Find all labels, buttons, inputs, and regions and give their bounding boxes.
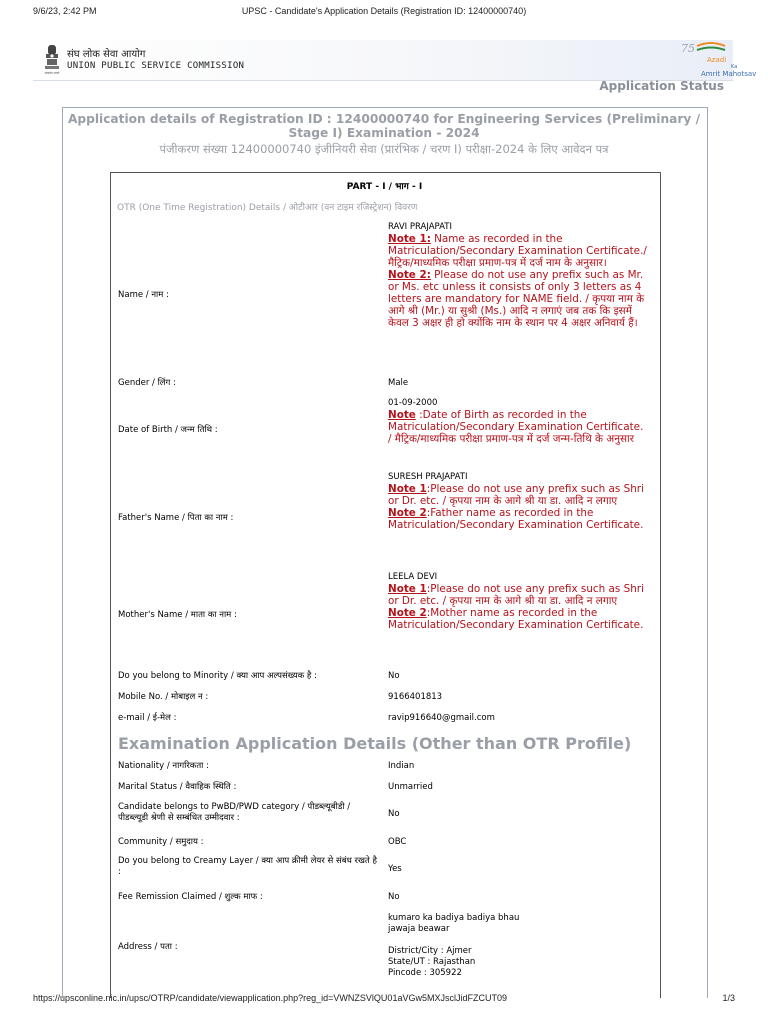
- national-emblem-icon: [43, 43, 61, 75]
- email-label: e-mail / ई-मेल :: [118, 713, 177, 723]
- svg-text:Azadi: Azadi: [707, 56, 727, 64]
- print-page-title: UPSC - Candidate's Application Details (Registration ID: 12400000740): [241, 6, 527, 16]
- fee-remission-value: No: [388, 892, 400, 902]
- mother-note-2: Note 2:Mother name as recorded in the Matriculation/Secondary Examination Certificate.: [388, 607, 644, 631]
- address-pincode: Pincode : 305922: [388, 968, 462, 978]
- minority-value: No: [388, 671, 400, 681]
- mobile-value: 9166401813: [388, 692, 443, 702]
- application-title-english: Application details of Registration ID : 12400000740 for Engineering Services (Preliminary / Stage I) Examination - 2024: [67, 112, 701, 140]
- name-note-1: Note 1: Name as recorded in the Matriculation/Secondary Examination Certificate./ मैट्रिक/माध्यमिक परीक्षा प्रमाण-पत्र में दर्ज नाम के अनुसार।: [388, 233, 647, 269]
- fee-remission-label: Fee Remission Claimed / शुल्क माफ :: [118, 892, 263, 902]
- otr-section-heading: OTR (One Time Registration) Details / ओटीआर (वन टाइम रजिस्ट्रेशन) विवरण: [117, 203, 418, 213]
- print-footer: [0, 993, 768, 1007]
- creamy-layer-value: Yes: [388, 864, 402, 874]
- mobile-label: Mobile No. / मोबाइल न :: [118, 692, 209, 702]
- name-value-block: [388, 222, 650, 329]
- print-url: https://upsconline.nic.in/upsc/OTRP/candidate/viewapplication.php?reg_id=VWNZSVlQU01aVGw5MXJsclJidFZCUT09: [33, 993, 507, 1003]
- application-title-hindi: पंजीकरण संख्या 12400000740 इंजीनियरी सेवा (प्रारंभिक / चरण I) परीक्षा-2024 के लिए आवेदन पत्र: [159, 142, 609, 156]
- dob-note: Note :Date of Birth as recorded in the Matriculation/Secondary Examination Certificate. / मैट्रिक/माध्यमिक परीक्षा प्रमाण-पत्र में दर्ज जन्म-तिथि के अनुसार: [388, 409, 644, 445]
- print-datetime: 9/6/23, 2:42 PM: [33, 6, 97, 16]
- svg-text:सत्यमेव जयते: सत्यमेव जयते: [44, 71, 60, 75]
- mother-name-value: LEELA DEVI: [388, 572, 438, 582]
- email-value: ravip916640@gmail.com: [388, 713, 495, 723]
- marital-status-label: Marital Status / वैवाहिक स्थिति :: [118, 782, 237, 792]
- address-line-2: jawaja beawar: [388, 924, 450, 934]
- gender-label: Gender / लिंग :: [118, 378, 176, 388]
- address-district: District/City : Ajmer: [388, 946, 472, 956]
- nationality-label: Nationality / नागरिकता :: [118, 761, 209, 771]
- pwbd-label: Candidate belongs to PwBD/PWD category / पीडब्ल्यूबीडी / पीडब्ल्यूडी श्रेणी से सम्बंधित उम्मीदवार :: [118, 802, 351, 823]
- upsc-banner: [33, 40, 757, 81]
- nationality-value: Indian: [388, 761, 415, 771]
- dob-value: 01-09-2000: [388, 398, 438, 408]
- address-label: Address / पता :: [118, 942, 178, 952]
- community-value: OBC: [388, 837, 407, 847]
- marital-status-value: Unmarried: [388, 782, 433, 792]
- mother-name-label: Mother's Name / माता का नाम :: [118, 610, 237, 620]
- name-note-2: Note 2: Please do not use any prefix such as Mr. or Ms. etc unless it consists of only 3 letters as 4 letters are mandatory for NAME field. / कृपया नाम के आगे श्री (Mr.) या सुश्री (Ms.) आदि न लगाएं जब तक कि इसमें केवल 3 अक्षर ही हो क्योंकि नाम के स्थान पर 4 अक्षर अनिवार्य हैं।: [388, 269, 645, 329]
- father-name-label: Father's Name / पिता का नाम :: [118, 513, 234, 523]
- address-line-1: kumaro ka badiya badiya bhau: [388, 913, 520, 923]
- dob-label: Date of Birth / जन्म तिथि :: [118, 425, 218, 435]
- dob-value-block: [388, 398, 650, 445]
- creamy-layer-label: Do you belong to Creamy Layer / क्या आप क्रीमी लेयर से संबंध रखते है :: [118, 856, 377, 877]
- svg-text:Amrit Mahotsav: Amrit Mahotsav: [701, 70, 757, 78]
- father-value-block: [388, 472, 650, 531]
- svg-text:Ka: Ka: [731, 64, 738, 70]
- address-state: State/UT : Rajasthan: [388, 957, 476, 967]
- print-page-number: 1/3: [722, 993, 735, 1003]
- address-value-block: [388, 913, 650, 979]
- mother-value-block: [388, 572, 650, 631]
- gender-value: Male: [388, 378, 409, 388]
- minority-label: Do you belong to Minority / क्या आप अल्पसंख्यक है :: [118, 671, 317, 681]
- father-note-2: Note 2:Father name as recorded in the Matriculation/Secondary Examination Certificate.: [388, 507, 644, 531]
- mother-note-1: Note 1:Please do not use any prefix such as Shri or Dr. etc. / कृपया नाम के आगे श्री या डा. आदि न लगाए: [388, 583, 644, 607]
- org-name-hindi: संघ लोक सेवा आयोग: [67, 49, 146, 60]
- name-value: RAVI PRAJAPATI: [388, 222, 452, 232]
- application-status-link[interactable]: Application Status: [599, 79, 724, 93]
- name-label: Name / नाम :: [118, 290, 169, 300]
- exam-section-heading: Examination Application Details (Other than OTR Profile): [118, 734, 632, 753]
- svg-text:75: 75: [681, 42, 695, 55]
- org-name-english: UNION PUBLIC SERVICE COMMISSION: [67, 61, 245, 71]
- father-name-value: SURESH PRAJAPATI: [388, 472, 468, 482]
- print-header: [0, 6, 768, 20]
- azadi-ka-amrit-mahotsav-logo: [667, 40, 757, 80]
- father-note-1: Note 1:Please do not use any prefix such as Shri or Dr. etc. / कृपया नाम के आगे श्री या डा. आदि न लगाए: [388, 483, 644, 507]
- pwbd-value: No: [388, 809, 400, 819]
- community-label: Community / समुदाय :: [118, 837, 204, 847]
- part-title: PART - I / भाग - I: [346, 182, 423, 192]
